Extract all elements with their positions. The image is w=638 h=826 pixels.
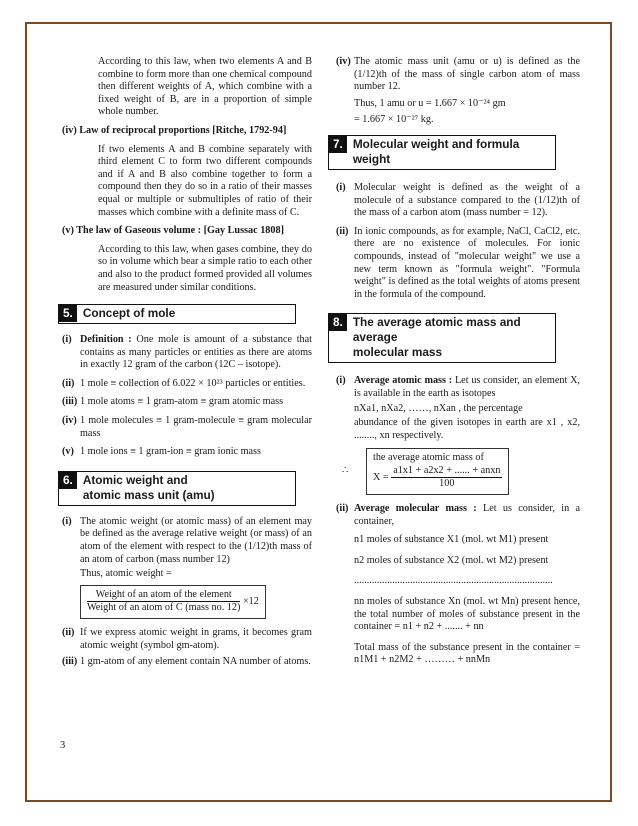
abundance-text: abundance of the given isotopes in earth are x1 , x2, ........, xn respectively. bbox=[354, 417, 580, 441]
item-label: (i) bbox=[62, 515, 72, 527]
gaseous-text: According to this law, when gases combine, they do so in volume which bear a simple ratio to each other and also to the product formed provided all volumes are measured under similar conditions. bbox=[98, 243, 312, 293]
section-number: 5. bbox=[59, 305, 77, 322]
item-label: (iii) bbox=[62, 396, 78, 408]
item-body: 1 mole ions ≡ 1 gram-ion ≡ gram ionic mass bbox=[80, 446, 261, 458]
section-6-header bbox=[58, 471, 296, 506]
item-label: (ii) bbox=[62, 627, 75, 638]
item-bold: Definition : bbox=[80, 334, 132, 346]
list-item bbox=[62, 656, 312, 669]
item-body: 1 mole ≡ collection of 6.022 × 10²³ particles or entities. bbox=[80, 377, 306, 389]
amu-equation-1: Thus, 1 amu or u = 1.667 × 10⁻²⁴ gm bbox=[354, 97, 506, 109]
item-text bbox=[80, 334, 312, 372]
atomic-weight-thus: Thus, atomic weight = bbox=[80, 568, 172, 580]
list-item bbox=[336, 375, 580, 400]
section-number: 6. bbox=[59, 472, 77, 489]
gaseous-heading: (v) The law of Gaseous volume : [Gay Lussac 1808] bbox=[62, 225, 284, 237]
average-mass-formula bbox=[336, 448, 580, 495]
isotope-list: nXa1, nXa2, ……, nXan , the percentage bbox=[354, 402, 523, 414]
section-title bbox=[83, 472, 217, 505]
list-item bbox=[62, 396, 312, 409]
section-7-header bbox=[328, 135, 556, 170]
substance-line-2: n2 moles of substance X2 (mol. wt M2) present bbox=[354, 554, 549, 566]
item-body: If we express atomic weight in grams, it becomes gram atomic weight (symbol gm-atom). bbox=[80, 627, 312, 651]
item-bold: Average molecular mass : bbox=[354, 503, 477, 515]
item-label: (iii) bbox=[62, 656, 78, 668]
list-item bbox=[62, 627, 312, 652]
mole-list bbox=[62, 334, 312, 459]
item-body: 1 mole atoms ≡ 1 gram-atom ≡ gram atomic mass bbox=[80, 396, 284, 408]
list-item bbox=[336, 182, 580, 220]
formula-lhs: X = bbox=[373, 471, 389, 483]
list-item bbox=[336, 226, 580, 302]
amu-equation-2: = 1.667 × 10⁻²⁷ kg. bbox=[354, 114, 434, 126]
item-label: (iv) bbox=[62, 415, 77, 427]
multiple-proportions-text: According to this law, when two elements A and B combine to form more than one chemical compound then different weights of A, which combine with a fixed weight of B, are in a proportion of simple whole number. bbox=[98, 56, 312, 118]
list-item bbox=[62, 334, 312, 372]
section-5-header bbox=[58, 304, 296, 324]
item-label: (iv) bbox=[336, 56, 351, 67]
fraction-numerator: a1x1 + a2x2 + ...... + anxn bbox=[391, 465, 502, 479]
left-column bbox=[62, 56, 312, 669]
fraction bbox=[87, 589, 240, 615]
item-label: (ii) bbox=[336, 503, 349, 515]
item-text bbox=[354, 503, 580, 528]
right-column bbox=[333, 56, 580, 667]
item-body: In ionic compounds, as for example, NaCl, CaCl2, etc. there are no existence of molecules. For ionic compounds, instead of "molecular weight" we use a new term known as "formula weight". "Formula weight" is defined as the total weights of atoms present in the formula of the compound. bbox=[354, 225, 580, 300]
formula-row bbox=[373, 465, 502, 491]
item-text bbox=[354, 375, 580, 400]
list-item bbox=[62, 516, 312, 566]
substance-line-1: n1 moles of substance X1 (mol. wt M1) present bbox=[354, 534, 549, 546]
section-title: Concept of mole bbox=[82, 306, 176, 321]
item-label: (i) bbox=[336, 375, 346, 387]
item-bold: Average atomic mass : bbox=[354, 375, 453, 387]
item-label: (i) bbox=[336, 181, 346, 193]
total-mass-text: Total mass of the substance present in the container = n1M1 + n2M2 + ……… + nnMn bbox=[354, 641, 580, 666]
item-body: Molecular weight is defined as the weight of a molecule of a substance compared to the (1/12)th of the mass of a carbon atom (mass number = 12). bbox=[354, 181, 580, 219]
item-label: (i) bbox=[62, 334, 72, 346]
section-title-line: molecular mass bbox=[352, 345, 443, 360]
formula-caption: the average atomic mass of bbox=[373, 452, 484, 464]
item-label: (ii) bbox=[336, 225, 349, 237]
fraction bbox=[391, 465, 502, 491]
item-body: 1 mole molecules ≡ 1 gram-molecule ≡ gram molecular mass bbox=[80, 415, 312, 439]
list-item bbox=[62, 415, 312, 440]
section-title-line: atomic mass unit (amu) bbox=[82, 487, 215, 502]
list-item bbox=[336, 503, 580, 528]
section-title bbox=[353, 314, 555, 362]
reciprocal-heading: (iv) Law of reciprocal proportions [Ritche, 1792-94] bbox=[62, 124, 287, 136]
item-body: The atomic weight (or atomic mass) of an element may be defined as the average relative weight (or mass) of an atom of the element with respect to the (1/12)th mass of an atom of carbon (mass number 12) bbox=[80, 515, 312, 565]
therefore-symbol: ∴ bbox=[342, 465, 349, 477]
section-8-header bbox=[328, 313, 556, 363]
formula-box bbox=[80, 585, 266, 619]
item-body: The atomic mass unit (amu or u) is defined as the (1/12)th of the mass of single carbon atom of mass number 12. bbox=[354, 56, 580, 93]
section-number: 7. bbox=[329, 136, 347, 153]
fraction-denominator: 100 bbox=[439, 478, 455, 490]
page-number: 3 bbox=[60, 740, 66, 751]
section-title-line: Atomic weight and bbox=[82, 472, 188, 487]
dotted-line: .............................................................................. bbox=[354, 575, 553, 587]
fraction-multiplier: ×12 bbox=[242, 595, 259, 607]
list-item bbox=[62, 378, 312, 391]
list-item bbox=[62, 446, 312, 459]
formula-box bbox=[366, 448, 509, 495]
fraction-denominator: Weight of an atom of C (mass no. 12) bbox=[87, 602, 241, 614]
substance-line-n: nn moles of substance Xn (mol. wt Mn) present hence, the total number of moles of substance present in the container = n1 + n2 + ....... + nn bbox=[354, 596, 580, 633]
item-body: Let us consider, an element X, is available in the earth as isotopes bbox=[354, 375, 580, 399]
list-item bbox=[336, 56, 580, 94]
item-label: (ii) bbox=[62, 377, 75, 389]
fraction-numerator: Weight of an atom of the element bbox=[87, 589, 240, 603]
section-title-line: The average atomic mass and average bbox=[352, 315, 521, 345]
section-number: 8. bbox=[329, 314, 347, 331]
reciprocal-text: If two elements A and B combine separately with third element C to form two different compounds and if A and B also combine together to form a compound then they do so in a ratio of their masses equal or multiple or submultiples of ratio of their masses which combine with a definite mass of C. bbox=[98, 143, 312, 218]
section-title: Molecular weight and formula weight bbox=[352, 136, 520, 166]
item-label: (v) bbox=[62, 446, 74, 458]
item-body: Let us consider, in a container, bbox=[354, 503, 580, 527]
item-body: 1 gm-atom of any element contain NA number of atoms. bbox=[80, 656, 311, 668]
atomic-weight-formula bbox=[62, 585, 312, 619]
item-body: One mole is amount of a substance that contains as many particles or entities as there are atoms in exactly 12 gram of the carbon (12C – isotope). bbox=[80, 334, 312, 371]
